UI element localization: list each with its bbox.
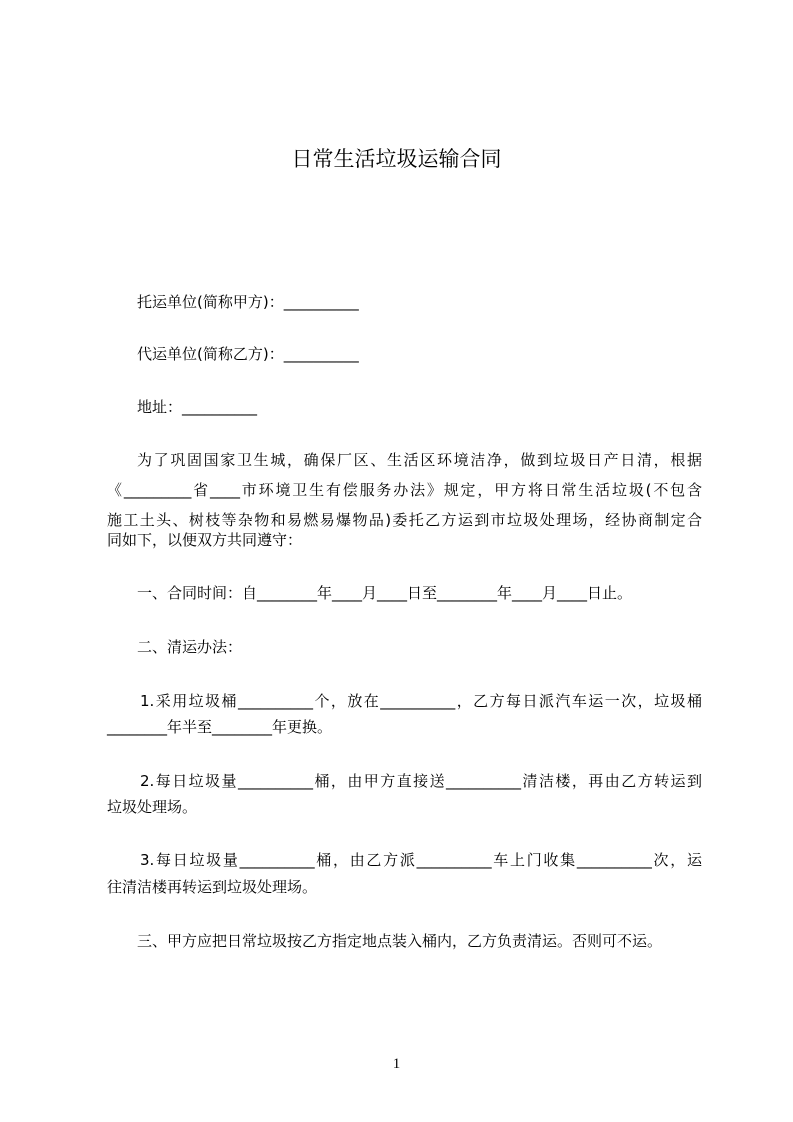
item-3-line-1: 3.每日垃圾量__________桶，由乙方派__________车上门收集__________次，运 — [140, 851, 702, 869]
item-2-line-2: 垃圾处理场。 — [107, 798, 198, 816]
clause-2-title: 二、清运办法： — [137, 638, 243, 656]
item-1-line-1: 1.采用垃圾桶__________个，放在__________，乙方每日派汽车运一次，垃圾桶 — [140, 692, 702, 710]
address-line: 地址：__________ — [137, 398, 258, 416]
item-3-line-2: 往清洁楼再转运到垃圾处理场。 — [107, 878, 318, 896]
party-a-line: 托运单位(简称甲方)：__________ — [137, 293, 359, 311]
intro-line-3: 施工土头、树枝等杂物和易燃易爆物品)委托乙方运到市垃圾处理场，经协商制定合 — [107, 511, 702, 529]
intro-line-4: 同如下，以便双方共同遵守： — [107, 531, 303, 549]
page-number: 1 — [392, 1056, 401, 1072]
intro-line-1: 为了巩固国家卫生城，确保厂区、生活区环境洁净，做到垃圾日产日清，根据 — [137, 451, 702, 469]
document-title: 日常生活垃圾运输合同 — [291, 147, 502, 171]
clause-3: 三、甲方应把日常垃圾按乙方指定地点装入桶内，乙方负责清运。否则可不运。 — [137, 932, 663, 950]
clause-1: 一、合同时间：自________年____月____日至________年____月____日止。 — [137, 584, 633, 602]
item-2-line-1: 2.每日垃圾量__________桶，由甲方直接送__________清洁楼，再由乙方转运到 — [140, 772, 702, 790]
intro-line-2: 《_________省____市环境卫生有偿服务办法》规定，甲方将日常生活垃圾(不包含 — [107, 481, 702, 499]
party-b-line: 代运单位(简称乙方)：__________ — [137, 345, 359, 363]
item-1-line-2: ________年半至________年更换。 — [107, 718, 333, 736]
